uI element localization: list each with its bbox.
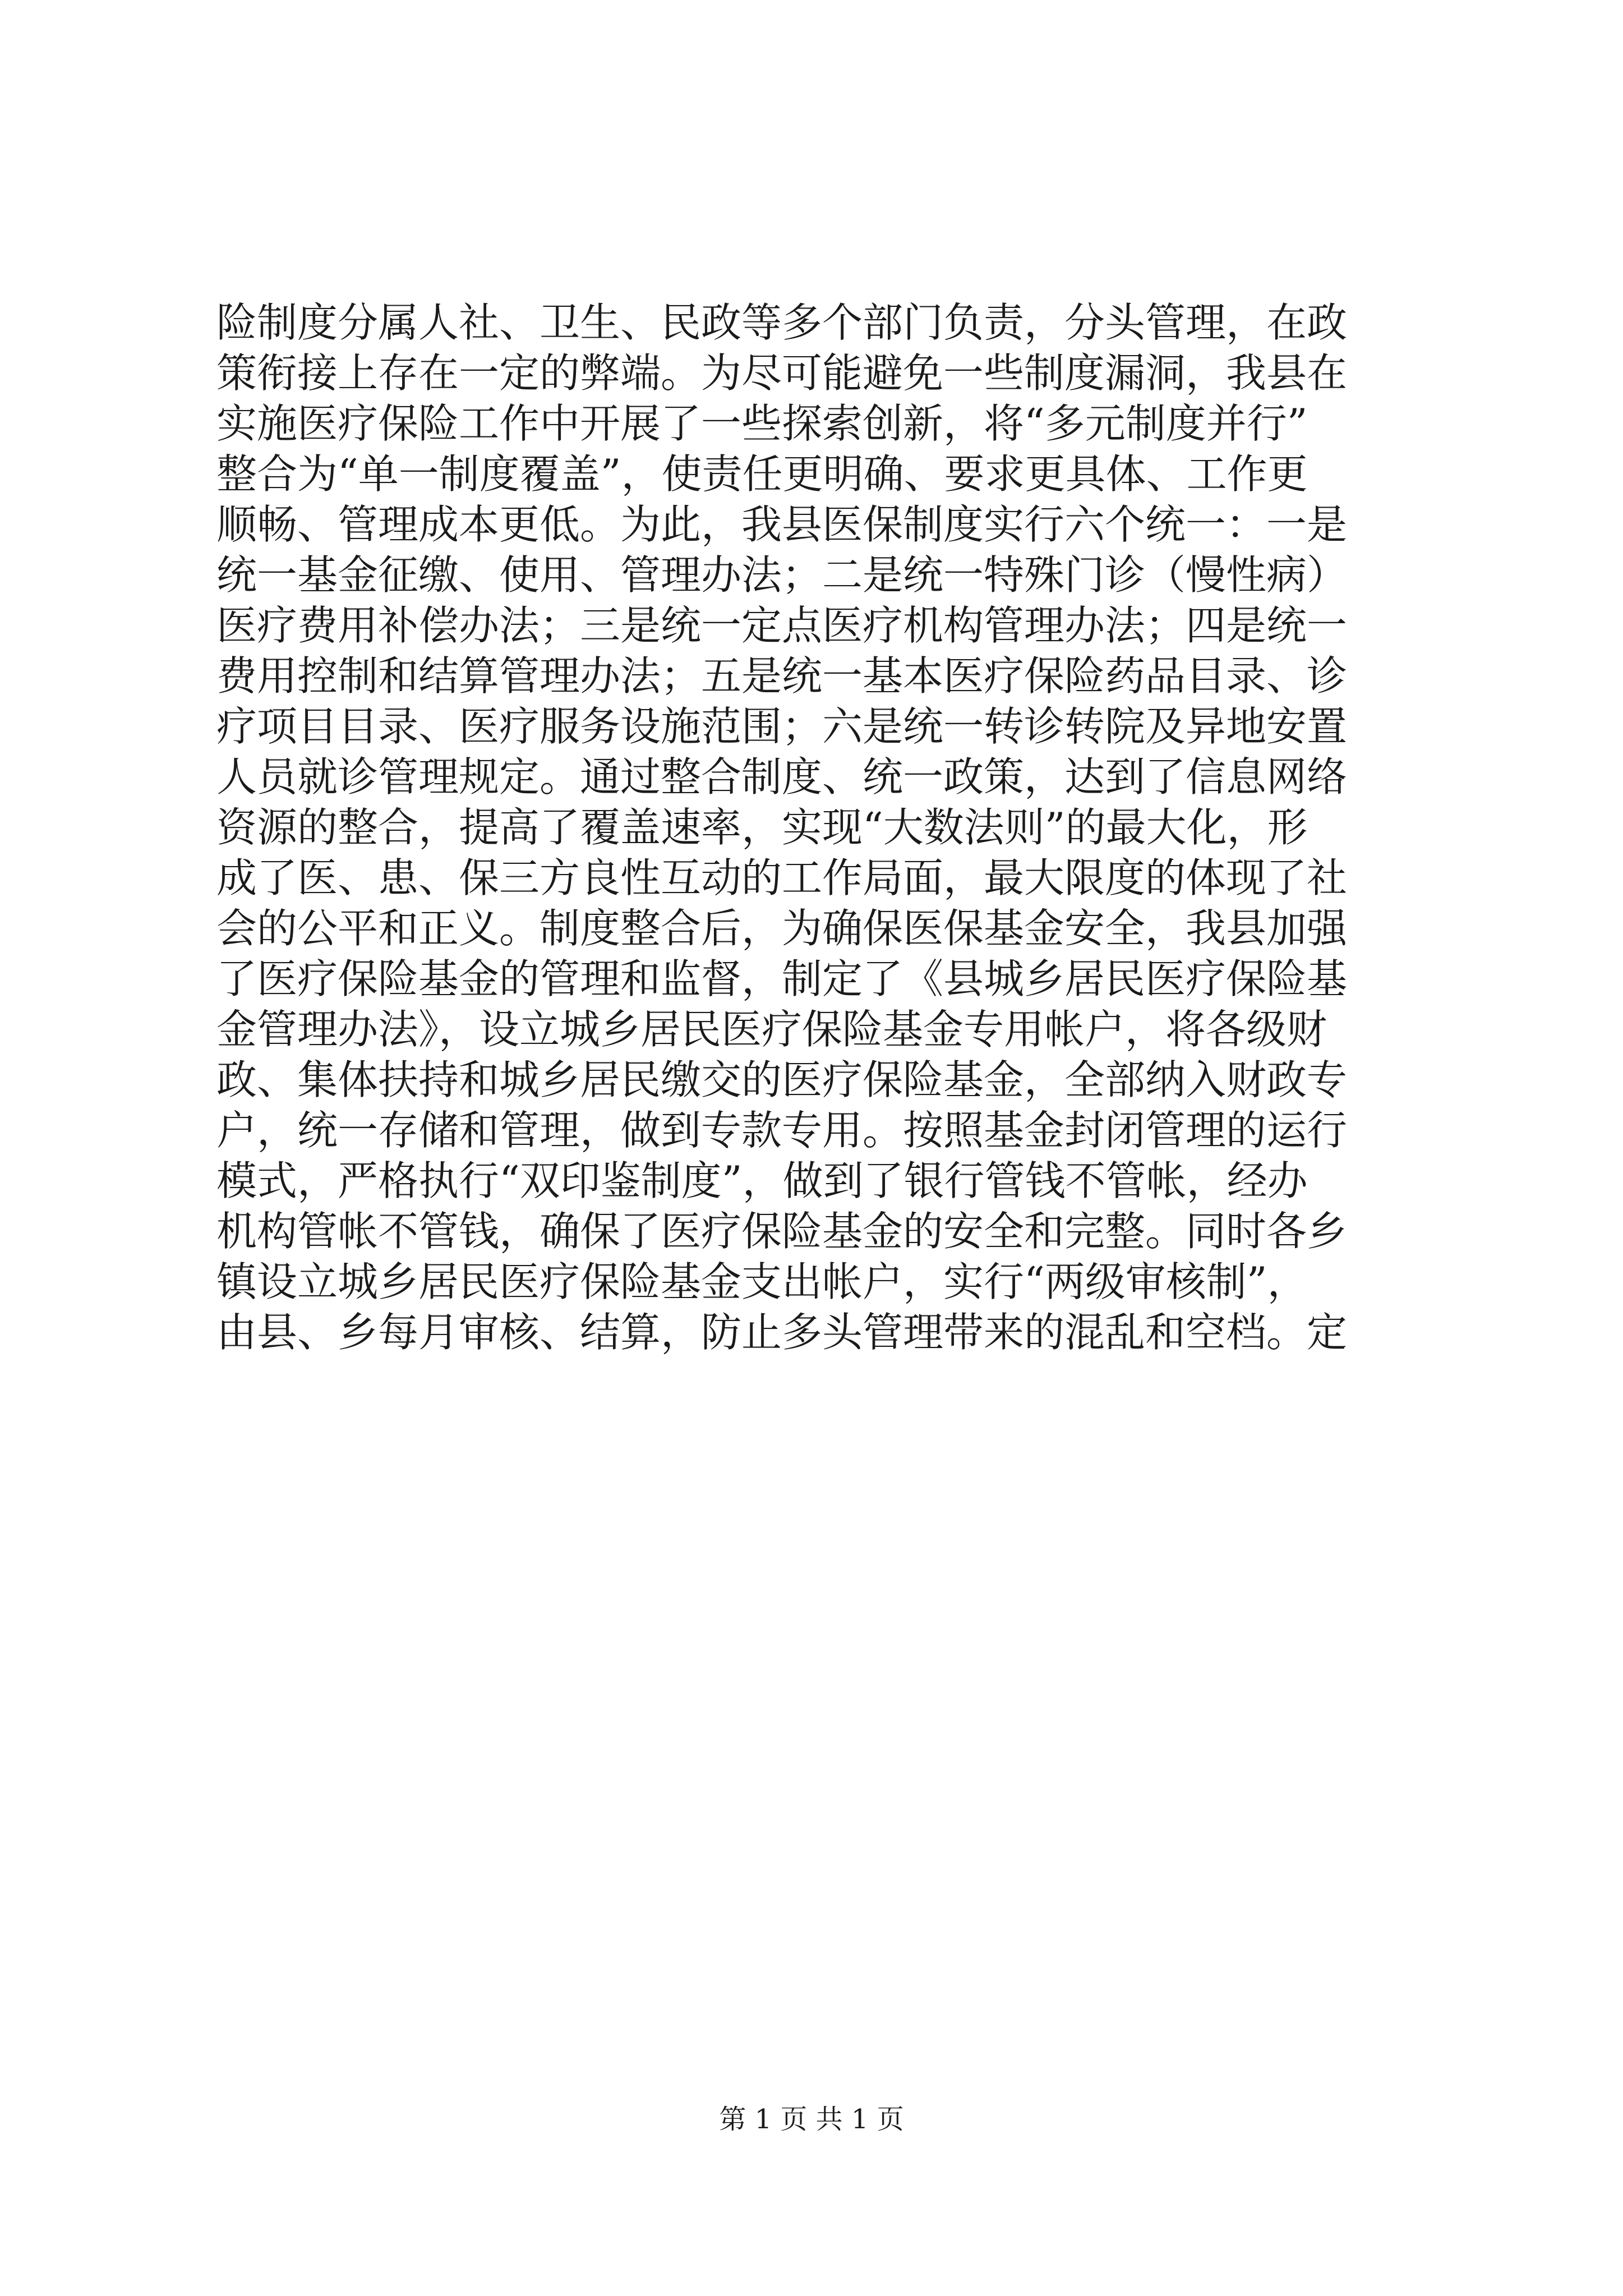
text-line: 统一基金征缴、使用、管理办法；二是统一特殊门诊（慢性病） [216,551,1348,599]
text-line: 成了医、患、保三方良性互动的工作局面，最大限度的体现了社 [216,854,1348,901]
text-line: 镇设立城乡居民医疗保险基金支出帐户，实行“两级审核制”， [216,1258,1308,1305]
text-line: 实施医疗保险工作中开展了一些探索创新，将“多元制度并行” [216,400,1308,447]
text-line: 金管理办法》，设立城乡居民医疗保险基金专用帐户，将各级财 [216,1006,1327,1053]
text-line: 顺畅、管理成本更低。为此，我县医保制度实行六个统一：一是 [216,501,1348,548]
text-line: 策衔接上存在一定的弊端。为尽可能避免一些制度漏洞，我县在 [216,349,1348,397]
text-line: 会的公平和正义。制度整合后，为确保医保基金安全，我县加强 [216,905,1348,952]
text-line: 模式，严格执行“双印鉴制度”，做到了银行管钱不管帐，经办 [216,1157,1308,1204]
page-number-footer: 第 1 页 共 1 页 [719,2104,904,2135]
text-line: 机构管帐不管钱，确保了医疗保险基金的安全和完整。同时各乡 [216,1208,1348,1255]
text-line: 资源的整合，提高了覆盖速率，实现“大数法则”的最大化，形 [216,804,1308,851]
text-line: 了医疗保险基金的管理和监督，制定了《县城乡居民医疗保险基 [216,955,1348,1002]
text-line: 医疗费用补偿办法；三是统一定点医疗机构管理办法；四是统一 [216,602,1348,649]
text-line: 疗项目目录、医疗服务设施范围；六是统一转诊转院及异地安置 [216,703,1348,750]
text-line: 险制度分属人社、卫生、民政等多个部门负责，分头管理，在政 [216,299,1348,346]
text-line: 由县、乡每月审核、结算，防止多头管理带来的混乱和空档。定 [216,1309,1348,1356]
text-line: 户，统一存储和管理，做到专款专用。按照基金封闭管理的运行 [216,1107,1348,1154]
text-line: 人员就诊管理规定。通过整合制度、统一政策，达到了信息网络 [216,753,1348,800]
body-paragraph [216,297,1417,1358]
text-line: 政、集体扶持和城乡居民缴交的医疗保险基金，全部纳入财政专 [216,1056,1348,1103]
text-line: 整合为“单一制度覆盖”，使责任更明确、要求更具体、工作更 [216,450,1308,498]
text-line: 费用控制和结算管理办法；五是统一基本医疗保险药品目录、诊 [216,652,1348,700]
